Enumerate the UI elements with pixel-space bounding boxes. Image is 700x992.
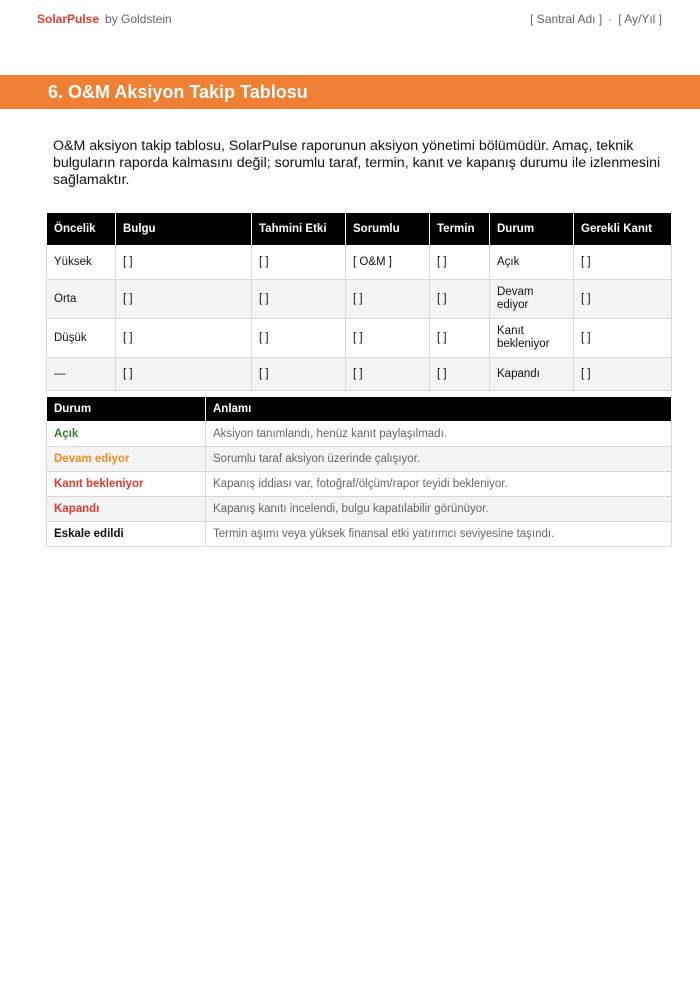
- column-header-deadline: Termin: [430, 213, 490, 246]
- status-cell: Açık: [490, 246, 574, 280]
- finding-cell: [ ]: [116, 319, 252, 358]
- column-header-status: Durum: [47, 397, 206, 422]
- column-header-meaning: Anlamı: [206, 397, 672, 422]
- status-label-closed: Kapandı: [47, 497, 206, 522]
- table-row: [47, 358, 672, 391]
- status-label-escalated: Eskale edildi: [47, 522, 206, 547]
- evidence-cell: [ ]: [574, 358, 672, 391]
- brand-block: [37, 12, 172, 26]
- legend-row: [47, 422, 672, 447]
- legend-row: [47, 447, 672, 472]
- meta-separator: ·: [608, 12, 613, 26]
- page-header: [37, 10, 662, 28]
- impact-cell: [ ]: [252, 280, 346, 319]
- priority-cell: Düşük: [47, 319, 116, 358]
- legend-header-row: [47, 397, 672, 422]
- status-cell: Kanıt bekleniyor: [490, 319, 574, 358]
- section-banner: [0, 75, 700, 109]
- finding-cell: [ ]: [116, 280, 252, 319]
- table-row: [47, 319, 672, 358]
- priority-cell: Yüksek: [47, 246, 116, 280]
- owner-cell: [ O&M ]: [346, 246, 430, 280]
- deadline-cell: [ ]: [430, 319, 490, 358]
- status-label-in-progress: Devam ediyor: [47, 447, 206, 472]
- status-meaning: Kapanış kanıtı incelendi, bulgu kapatılabilir görünüyor.: [206, 497, 672, 522]
- column-header-impact: Tahmini Etki: [252, 213, 346, 246]
- deadline-cell: [ ]: [430, 246, 490, 280]
- period-placeholder: [ Ay/Yıl ]: [618, 12, 662, 26]
- table-row: [47, 246, 672, 280]
- status-cell: Kapandı: [490, 358, 574, 391]
- plant-name-placeholder: [ Santral Adı ]: [530, 12, 603, 26]
- intro-paragraph: O&M aksiyon takip tablosu, SolarPulse raporunun aksiyon yönetimi bölümüdür. Amaç, teknik bulguların raporda kalmasını değil; sorumlu taraf, termin, kanıt ve kapanış durumu ile izlenmesini sağlamaktır.: [53, 138, 661, 188]
- column-header-finding: Bulgu: [116, 213, 252, 246]
- deadline-cell: [ ]: [430, 358, 490, 391]
- legend-row: [47, 522, 672, 547]
- priority-cell: —: [47, 358, 116, 391]
- status-cell: Devam ediyor: [490, 280, 574, 319]
- column-header-owner: Sorumlu: [346, 213, 430, 246]
- column-header-status: Durum: [490, 213, 574, 246]
- column-header-priority: Öncelik: [47, 213, 116, 246]
- status-meaning: Sorumlu taraf aksiyon üzerinde çalışıyor.: [206, 447, 672, 472]
- status-meaning: Kapanış iddiası var, fotoğraf/ölçüm/rapor teyidi bekleniyor.: [206, 472, 672, 497]
- legend-row: [47, 472, 672, 497]
- brand-name: SolarPulse: [37, 12, 100, 26]
- impact-cell: [ ]: [252, 358, 346, 391]
- status-legend-table: [46, 396, 672, 547]
- owner-cell: [ ]: [346, 358, 430, 391]
- status-meaning: Termin aşımı veya yüksek finansal etki yatırımcı seviyesine taşındı.: [206, 522, 672, 547]
- brand-by-line: by Goldstein: [105, 12, 172, 26]
- owner-cell: [ ]: [346, 319, 430, 358]
- action-tracking-table: [46, 212, 672, 391]
- table-header-row: [47, 213, 672, 246]
- owner-cell: [ ]: [346, 280, 430, 319]
- evidence-cell: [ ]: [574, 319, 672, 358]
- evidence-cell: [ ]: [574, 246, 672, 280]
- status-label-open: Açık: [47, 422, 206, 447]
- status-meaning: Aksiyon tanımlandı, henüz kanıt paylaşılmadı.: [206, 422, 672, 447]
- status-label-awaiting-evidence: Kanıt bekleniyor: [47, 472, 206, 497]
- table-row: [47, 280, 672, 319]
- impact-cell: [ ]: [252, 246, 346, 280]
- column-header-evidence: Gerekli Kanıt: [574, 213, 672, 246]
- finding-cell: [ ]: [116, 358, 252, 391]
- section-title: 6. O&M Aksiyon Takip Tablosu: [48, 81, 308, 102]
- impact-cell: [ ]: [252, 319, 346, 358]
- report-meta: [530, 12, 662, 26]
- legend-row: [47, 497, 672, 522]
- evidence-cell: [ ]: [574, 280, 672, 319]
- priority-cell: Orta: [47, 280, 116, 319]
- finding-cell: [ ]: [116, 246, 252, 280]
- deadline-cell: [ ]: [430, 280, 490, 319]
